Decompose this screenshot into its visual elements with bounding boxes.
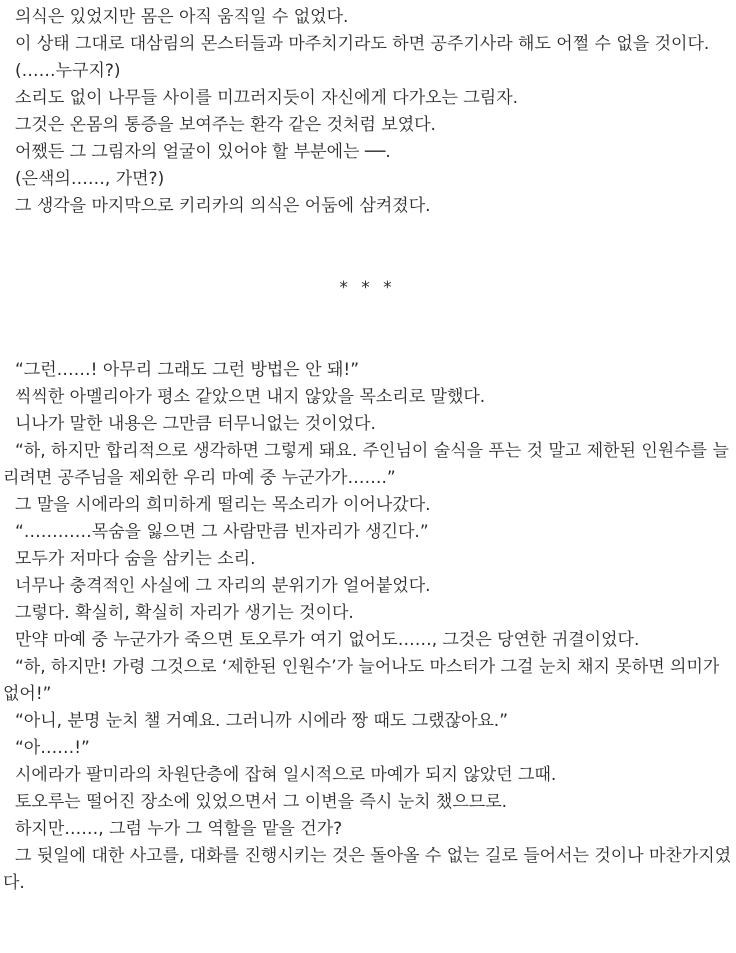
paragraph: 니나가 말한 내용은 그만큼 터무니없는 것이었다. bbox=[15, 414, 376, 434]
paragraph: “하, 하지만 합리적으로 생각하면 그렇게 돼요. 주인님이 술식을 푸는 것 말고 제한된 인원수를 늘리려면 공주님을 제외한 우리 마예 중 누군가가…….” bbox=[3, 441, 729, 488]
novel-section-1 bbox=[3, 4, 732, 220]
paragraph: 토오루는 떨어진 장소에 있었으면서 그 이변을 즉시 눈치 챘으므로. bbox=[15, 792, 508, 812]
paragraph: “하, 하지만! 가령 그것으로 ‘제한된 인원수’가 늘어나도 마스터가 그걸 눈치 채지 못하면 의미가 없어!” bbox=[3, 657, 720, 704]
paragraph: 그것은 온몸의 통증을 보여주는 환각 같은 것처럼 보였다. bbox=[15, 115, 436, 135]
section-divider: * * * bbox=[339, 278, 396, 298]
paragraph: 이 상태 그대로 대삼림의 몬스터들과 마주치기라도 하면 공주기사라 해도 어쩔 수 없을 것이다. bbox=[15, 34, 710, 54]
paragraph: 그 말을 시에라의 희미하게 떨리는 목소리가 이어나갔다. bbox=[15, 495, 431, 515]
novel-section-2 bbox=[3, 357, 732, 897]
paragraph: “아……!” bbox=[15, 738, 90, 758]
paragraph: “…………목숨을 잃으면 그 사람만큼 빈자리가 생긴다.” bbox=[15, 522, 429, 542]
paragraph: 씩씩한 아멜리아가 평소 같았으면 내지 않았을 목소리로 말했다. bbox=[15, 387, 486, 407]
paragraph: 그 뒷일에 대한 사고를, 대화를 진행시키는 것은 돌아올 수 없는 길로 들어서는 것이나 마찬가지였다. bbox=[3, 846, 732, 893]
paragraph: 어쨌든 그 그림자의 얼굴이 있어야 할 부분에는 ──. bbox=[15, 142, 391, 162]
paragraph: 그 생각을 마지막으로 키리카의 의식은 어둠에 삼켜졌다. bbox=[15, 196, 431, 216]
paragraph: 만약 마예 중 누군가가 죽으면 토오루가 여기 없어도……, 그것은 당연한 귀결이었다. bbox=[15, 630, 640, 650]
paragraph: (……누구지?) bbox=[15, 61, 121, 81]
paragraph: “아니, 분명 눈치 챌 거예요. 그러니까 시에라 짱 때도 그랬잖아요.” bbox=[15, 711, 509, 731]
paragraph: (은색의……, 가면?) bbox=[15, 169, 165, 189]
paragraph: 너무나 충격적인 사실에 그 자리의 분위기가 얼어붙었다. bbox=[15, 576, 431, 596]
paragraph: 그렇다. 확실히, 확실히 자리가 생기는 것이다. bbox=[15, 603, 354, 623]
paragraph: 모두가 저마다 숨을 삼키는 소리. bbox=[15, 549, 256, 569]
paragraph: 의식은 있었지만 몸은 아직 움직일 수 없었다. bbox=[15, 7, 349, 27]
paragraph: 소리도 없이 나무들 사이를 미끄러지듯이 자신에게 다가오는 그림자. bbox=[15, 88, 519, 108]
paragraph: “그런……! 아무리 그래도 그런 방법은 안 돼!” bbox=[15, 360, 359, 380]
paragraph: 시에라가 팔미라의 차원단층에 잡혀 일시적으로 마예가 되지 않았던 그때. bbox=[15, 765, 557, 785]
paragraph: 하지만……, 그럼 누가 그 역할을 맡을 건가? bbox=[15, 819, 343, 839]
